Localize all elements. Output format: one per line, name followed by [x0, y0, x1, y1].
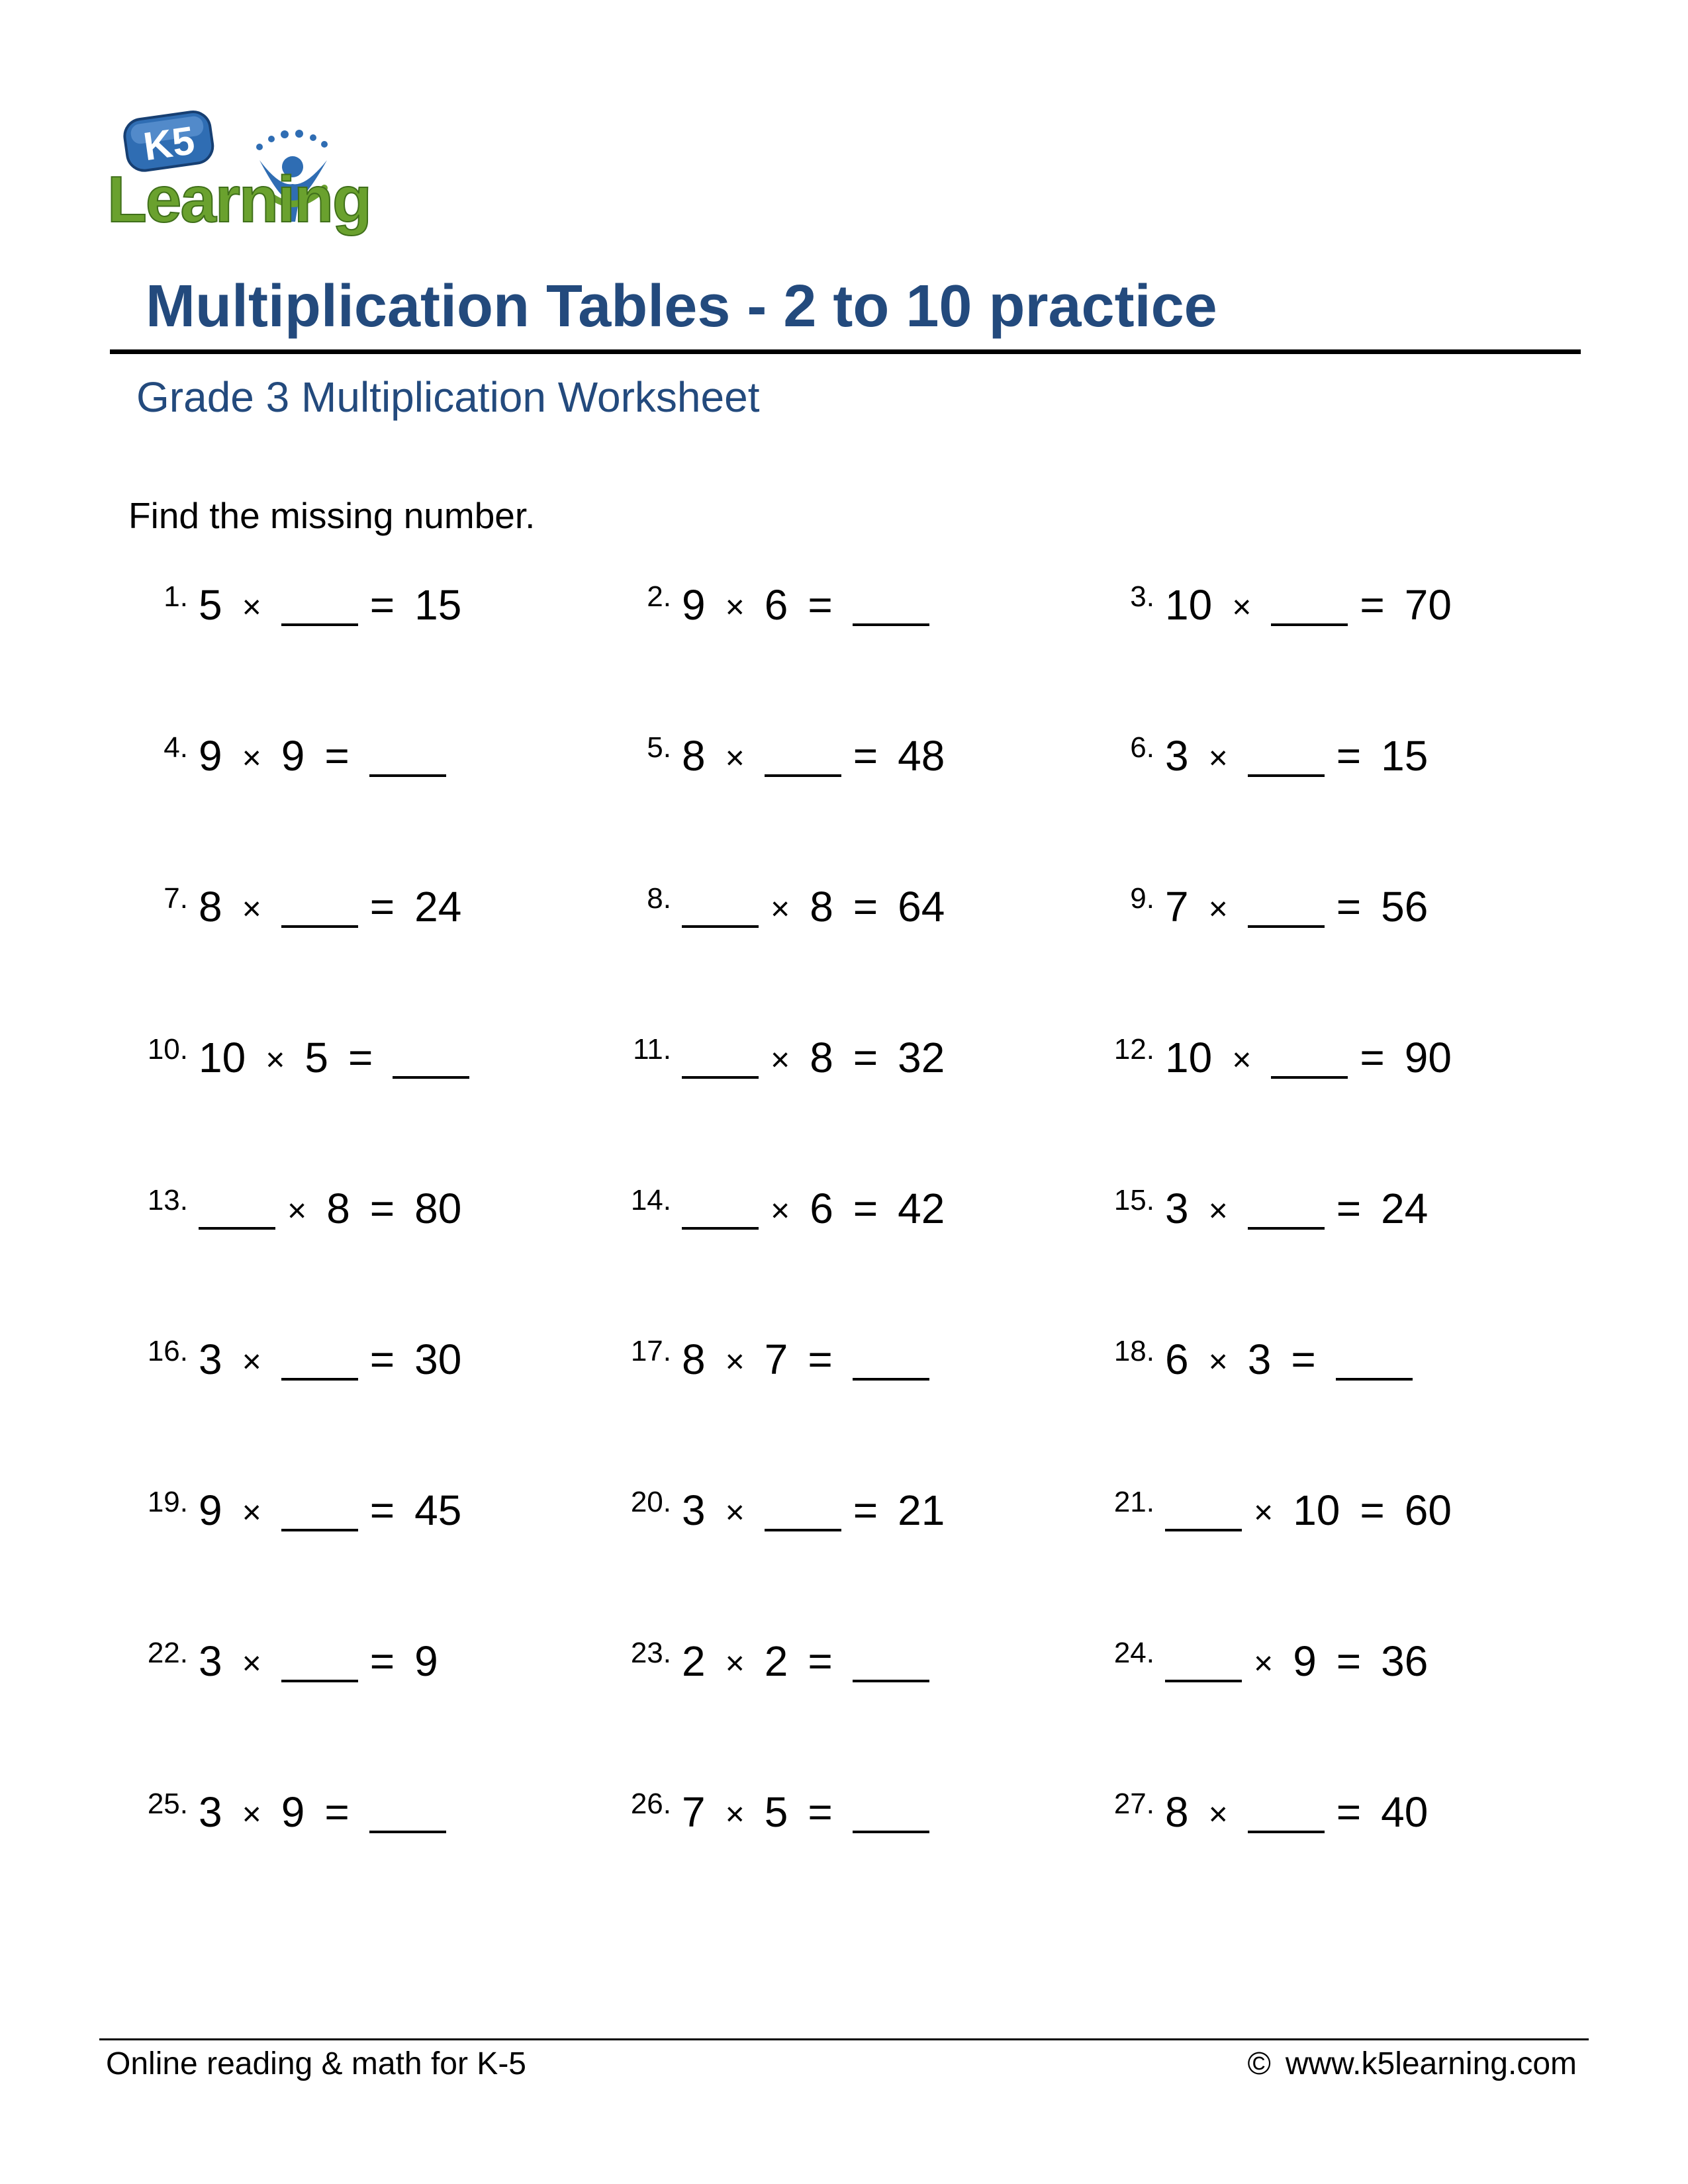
operand: 2: [682, 1637, 706, 1685]
problem-number: 24.: [1113, 1637, 1154, 1669]
problem-number: 12.: [1113, 1033, 1154, 1066]
times-sign: ×: [1232, 588, 1252, 625]
problem-23: [616, 1639, 1079, 1698]
instructions: Find the missing number.: [128, 495, 536, 536]
operand: 5: [305, 1034, 328, 1081]
equals-sign: =: [369, 1637, 395, 1685]
equals-sign: =: [808, 1336, 833, 1383]
times-sign: ×: [1254, 1645, 1274, 1682]
problem-number: 17.: [630, 1335, 671, 1367]
equation: [1165, 1187, 1428, 1230]
times-sign: ×: [242, 1645, 261, 1682]
problem-17: [616, 1337, 1079, 1396]
equals-sign: =: [808, 1788, 833, 1836]
times-sign: ×: [771, 1041, 790, 1078]
equals-sign: =: [324, 1788, 350, 1836]
equation: [1165, 1788, 1429, 1836]
times-sign: ×: [242, 588, 261, 625]
operand: 36: [1381, 1637, 1429, 1685]
operand: 3: [199, 1788, 222, 1836]
equals-sign: =: [369, 581, 395, 629]
operand: 6: [810, 1185, 833, 1232]
equals-sign: =: [853, 1185, 878, 1232]
problem-22: [132, 1639, 596, 1698]
operand: 9: [414, 1637, 438, 1685]
equation: [1165, 1486, 1452, 1534]
operand: 8: [682, 1336, 706, 1383]
operand: 6: [1165, 1336, 1189, 1383]
logo-wordmark: Learning: [107, 163, 371, 236]
problem-number: 9.: [1130, 882, 1154, 915]
operand: 3: [199, 1336, 222, 1383]
operand: 6: [764, 581, 788, 629]
footer-website: [1247, 2048, 1577, 2080]
answer-blank[interactable]: [682, 886, 759, 928]
answer-blank[interactable]: [1165, 1640, 1242, 1682]
operand: 10: [1165, 581, 1213, 629]
operand: 15: [1381, 732, 1429, 780]
times-sign: ×: [242, 890, 261, 927]
problem-number: 10.: [147, 1033, 188, 1066]
problem-3: [1099, 582, 1562, 642]
answer-blank[interactable]: [682, 1036, 759, 1079]
problem-10: [132, 1035, 596, 1095]
k5-learning-logo-graphic: [106, 106, 410, 238]
operand: 8: [199, 883, 222, 931]
operand: 8: [1165, 1788, 1189, 1836]
answer-blank[interactable]: [1248, 1791, 1325, 1833]
operand: 90: [1404, 1034, 1452, 1081]
answer-blank[interactable]: [682, 1187, 759, 1230]
operand: 10: [1293, 1486, 1340, 1534]
operand: 7: [682, 1788, 706, 1836]
problem-12: [1099, 1035, 1562, 1095]
equation: [682, 1637, 929, 1685]
equation: [199, 1788, 446, 1836]
operand: 8: [810, 883, 833, 931]
times-sign: ×: [725, 1343, 745, 1380]
operand: 5: [764, 1788, 788, 1836]
problem-number: 1.: [164, 580, 188, 613]
operand: 10: [1165, 1034, 1213, 1081]
footer-url: www.k5learning.com: [1285, 2046, 1577, 2081]
operand: 64: [898, 883, 945, 931]
problem-19: [132, 1488, 596, 1547]
equals-sign: =: [369, 1336, 395, 1383]
answer-blank[interactable]: [281, 1489, 358, 1531]
problem-number: 7.: [164, 882, 188, 915]
equation: [199, 1187, 461, 1230]
equation: [199, 581, 462, 629]
problem-number: 3.: [1130, 580, 1154, 613]
times-sign: ×: [1208, 1192, 1228, 1229]
equals-sign: =: [1336, 1185, 1362, 1232]
problem-7: [132, 884, 596, 944]
operand: 80: [414, 1185, 462, 1232]
answer-blank[interactable]: [1336, 1338, 1413, 1381]
problem-number: 8.: [647, 882, 671, 915]
equation: [682, 1788, 929, 1836]
answer-blank[interactable]: [853, 1338, 929, 1381]
operand: 9: [281, 1788, 305, 1836]
operand: 70: [1404, 581, 1452, 629]
answer-blank[interactable]: [853, 1640, 929, 1682]
equation: [199, 1036, 469, 1079]
times-sign: ×: [725, 1645, 745, 1682]
times-sign: ×: [725, 1494, 745, 1531]
operand: 45: [414, 1486, 462, 1534]
problem-26: [616, 1790, 1079, 1849]
problem-21: [1099, 1488, 1562, 1547]
operand: 48: [898, 732, 945, 780]
operand: 24: [414, 883, 462, 931]
equation: [682, 581, 929, 629]
times-sign: ×: [242, 1343, 261, 1380]
equals-sign: =: [348, 1034, 373, 1081]
problem-number: 27.: [1113, 1788, 1154, 1820]
equation: [682, 1187, 945, 1230]
answer-blank[interactable]: [765, 735, 841, 777]
answer-blank[interactable]: [369, 735, 446, 777]
times-sign: ×: [287, 1192, 307, 1229]
answer-blank[interactable]: [1248, 1187, 1325, 1230]
problem-number: 5.: [647, 731, 671, 764]
problem-number: 18.: [1113, 1335, 1154, 1367]
problem-number: 23.: [630, 1637, 671, 1669]
operand: 8: [682, 732, 706, 780]
copyright-symbol: ©: [1247, 2046, 1271, 2081]
operand: 32: [898, 1034, 945, 1081]
operand: 56: [1381, 883, 1429, 931]
times-sign: ×: [1208, 739, 1228, 776]
problem-number: 14.: [630, 1184, 671, 1216]
equals-sign: =: [1336, 1788, 1362, 1836]
equation: [682, 883, 945, 931]
equation: [199, 1338, 461, 1381]
operand: 42: [898, 1185, 945, 1232]
operand: 10: [199, 1034, 246, 1081]
operand: 7: [1165, 883, 1189, 931]
operand: 3: [1165, 732, 1189, 780]
operand: 3: [1247, 1336, 1272, 1383]
equals-sign: =: [1336, 883, 1362, 931]
operand: 30: [414, 1336, 462, 1383]
problem-14: [616, 1186, 1079, 1246]
problem-9: [1099, 884, 1562, 944]
problem-number: 15.: [1113, 1184, 1154, 1216]
problem-number: 4.: [164, 731, 188, 764]
operand: 9: [199, 1486, 222, 1534]
equation: [1165, 732, 1429, 780]
operand: 60: [1404, 1486, 1452, 1534]
answer-blank[interactable]: [281, 1338, 358, 1381]
footer-divider: [99, 2038, 1589, 2040]
equals-sign: =: [853, 1034, 878, 1081]
problem-18: [1099, 1337, 1562, 1396]
answer-blank[interactable]: [1271, 584, 1348, 626]
equation: [199, 732, 446, 780]
problem-number: 11.: [633, 1033, 671, 1066]
operand: 5: [199, 581, 222, 629]
times-sign: ×: [1208, 890, 1228, 927]
page-subtitle: Grade 3 Multiplication Worksheet: [136, 373, 760, 421]
problem-16: [132, 1337, 596, 1396]
times-sign: ×: [1254, 1494, 1274, 1531]
equation: [1165, 1036, 1452, 1079]
equation: [199, 1486, 462, 1534]
times-sign: ×: [1208, 1343, 1228, 1380]
answer-blank[interactable]: [1248, 735, 1325, 777]
answer-blank[interactable]: [853, 1791, 929, 1833]
answer-blank[interactable]: [393, 1036, 469, 1079]
footer-tagline: Online reading & math for K-5: [106, 2046, 526, 2081]
answer-blank[interactable]: [1248, 886, 1325, 928]
answer-blank[interactable]: [281, 584, 358, 626]
problem-13: [132, 1186, 596, 1246]
operand: 3: [682, 1486, 706, 1534]
times-sign: ×: [1232, 1041, 1252, 1078]
problem-1: [132, 582, 596, 642]
times-sign: ×: [242, 1796, 261, 1833]
problem-5: [616, 733, 1079, 793]
equals-sign: =: [324, 732, 350, 780]
page-title: Multiplication Tables - 2 to 10 practice: [146, 273, 1217, 340]
title-underline: [110, 349, 1581, 354]
times-sign: ×: [242, 739, 261, 776]
times-sign: ×: [771, 1192, 790, 1229]
problem-27: [1099, 1790, 1562, 1849]
problem-number: 13.: [147, 1184, 188, 1216]
operand: 2: [764, 1637, 788, 1685]
operand: 3: [1165, 1185, 1189, 1232]
times-sign: ×: [1208, 1796, 1228, 1833]
equals-sign: =: [808, 1637, 833, 1685]
operand: 9: [682, 581, 706, 629]
problem-number: 22.: [147, 1637, 188, 1669]
times-sign: ×: [265, 1041, 285, 1078]
equals-sign: =: [1336, 1637, 1362, 1685]
problem-number: 16.: [147, 1335, 188, 1367]
problem-8: [616, 884, 1079, 944]
equals-sign: =: [1336, 732, 1362, 780]
problem-25: [132, 1790, 596, 1849]
equation: [1165, 883, 1429, 931]
times-sign: ×: [725, 588, 745, 625]
equation: [199, 883, 462, 931]
operand: 3: [199, 1637, 222, 1685]
equals-sign: =: [853, 732, 878, 780]
problem-24: [1099, 1639, 1562, 1698]
answer-blank[interactable]: [1271, 1036, 1348, 1079]
equals-sign: =: [808, 581, 833, 629]
answer-blank[interactable]: [853, 584, 929, 626]
problem-number: 25.: [147, 1788, 188, 1820]
problem-number: 2.: [647, 580, 671, 613]
times-sign: ×: [771, 890, 790, 927]
operand: 9: [1293, 1637, 1317, 1685]
logo-badge-text: K5: [140, 118, 197, 169]
equation: [682, 1036, 945, 1079]
equation: [199, 1637, 438, 1685]
equals-sign: =: [1360, 581, 1385, 629]
operand: 15: [414, 581, 462, 629]
operand: 9: [199, 732, 222, 780]
equals-sign: =: [369, 1185, 395, 1232]
operand: 8: [326, 1185, 350, 1232]
operand: 40: [1381, 1788, 1429, 1836]
problem-number: 6.: [1130, 731, 1154, 764]
equals-sign: =: [1360, 1486, 1385, 1534]
operand: 24: [1381, 1185, 1429, 1232]
equation: [682, 732, 945, 780]
problem-number: 26.: [630, 1788, 671, 1820]
equation: [1165, 1338, 1413, 1381]
equation: [682, 1338, 929, 1381]
answer-blank[interactable]: [369, 1791, 446, 1833]
problem-15: [1099, 1186, 1562, 1246]
problem-2: [616, 582, 1079, 642]
stars-icon: [256, 130, 328, 150]
operand: 7: [764, 1336, 788, 1383]
operand: 21: [898, 1486, 945, 1534]
operand: 9: [281, 732, 305, 780]
equals-sign: =: [369, 883, 395, 931]
answer-blank[interactable]: [1165, 1489, 1242, 1531]
problem-20: [616, 1488, 1079, 1547]
answer-blank[interactable]: [765, 1489, 841, 1531]
problem-4: [132, 733, 596, 793]
operand: 8: [810, 1034, 833, 1081]
equals-sign: =: [853, 883, 878, 931]
equation: [1165, 1637, 1429, 1685]
equals-sign: =: [1360, 1034, 1385, 1081]
equals-sign: =: [853, 1486, 878, 1534]
times-sign: ×: [725, 739, 745, 776]
problem-number: 20.: [630, 1486, 671, 1518]
answer-blank[interactable]: [199, 1187, 275, 1230]
problem-number: 21.: [1113, 1486, 1154, 1518]
answer-blank[interactable]: [281, 1640, 358, 1682]
problem-6: [1099, 733, 1562, 793]
problem-number: 19.: [147, 1486, 188, 1518]
equation: [682, 1486, 945, 1534]
times-sign: ×: [725, 1796, 745, 1833]
equals-sign: =: [369, 1486, 395, 1534]
times-sign: ×: [242, 1494, 261, 1531]
equation: [1165, 581, 1452, 629]
k5-learning-logo: [106, 106, 410, 238]
problem-11: [616, 1035, 1079, 1095]
equals-sign: =: [1291, 1336, 1316, 1383]
answer-blank[interactable]: [281, 886, 358, 928]
